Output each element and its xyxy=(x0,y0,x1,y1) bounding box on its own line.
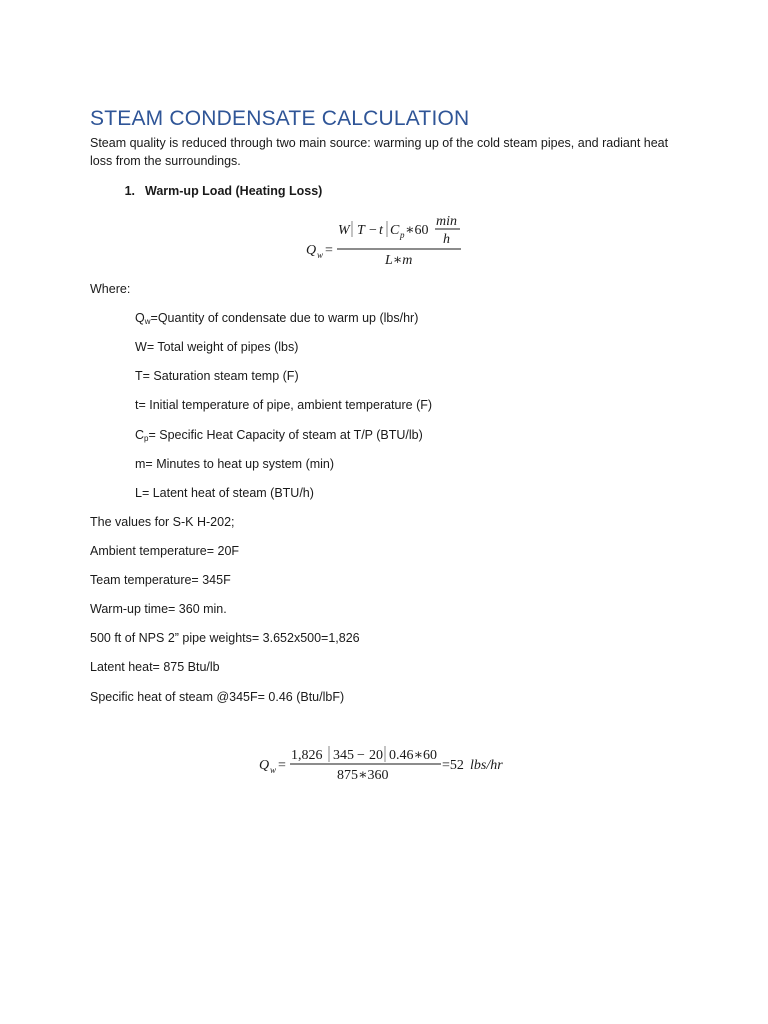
definition-text: = Total weight of pipes (lbs) xyxy=(146,340,299,354)
definition-text: = Initial temperature of pipe, ambient temperature (F) xyxy=(138,398,433,412)
definition-t xyxy=(135,396,432,414)
formula-denominator: L∗m xyxy=(385,253,413,268)
value-warm-up-time: Warm-up time= 360 min. xyxy=(90,602,227,616)
formula-denominator: 875∗360 xyxy=(337,768,389,783)
formula-unit-den: h xyxy=(443,232,450,247)
definition-symbol: W xyxy=(135,340,147,354)
definition-qw xyxy=(135,309,418,331)
definition-symbol: L xyxy=(135,486,142,500)
document-title: STEAM CONDENSATE CALCULATION xyxy=(90,107,470,130)
formula-lhs: Q xyxy=(259,758,270,773)
formula-num-c: 20 xyxy=(369,748,383,763)
definition-symbol: C xyxy=(135,428,145,442)
formula-num-C: C xyxy=(390,223,400,238)
definition-T xyxy=(135,367,299,385)
formula-num-b: 345 xyxy=(333,748,354,763)
definition-w xyxy=(135,338,298,356)
formula-num-T: T xyxy=(357,223,365,238)
definition-symbol-sub: w xyxy=(144,317,151,326)
definition-text: = Saturation steam temp (F) xyxy=(142,369,299,383)
formula-num-minus: − xyxy=(369,223,377,238)
formula-unit-num: min xyxy=(436,214,457,229)
definition-symbol-sub: p xyxy=(144,434,149,443)
definition-text: = Specific Heat Capacity of steam at T/P (BTU/lb) xyxy=(148,428,423,442)
warm-up-load-formula xyxy=(300,208,470,270)
value-specific-heat: Specific heat of steam @345F= 0.46 (Btu/lbF) xyxy=(90,690,345,704)
values-heading: The values for S-K H-202; xyxy=(90,515,235,529)
formula-lhs-sub: w xyxy=(270,765,277,775)
formula-num-C-sub: p xyxy=(400,230,405,240)
definition-text: =Quantity of condensate due to warm up (lbs/hr) xyxy=(150,311,419,325)
section-label: Warm-up Load (Heating Loss) xyxy=(145,184,323,198)
value-steam-temperature: Team temperature= 345F xyxy=(90,573,231,587)
definition-symbol: t xyxy=(135,398,139,412)
formula-num-minus: − xyxy=(357,748,365,763)
formula-num-d: 0.46∗60 xyxy=(389,748,438,763)
formula-num-rest: ∗60 xyxy=(405,223,429,238)
definition-symbol: Q xyxy=(135,311,145,325)
definition-m xyxy=(135,455,334,473)
definition-cp xyxy=(135,426,423,448)
where-label: Where: xyxy=(90,282,131,296)
calculation-formula xyxy=(255,740,520,786)
formula-result-unit: lbs/hr xyxy=(470,758,503,773)
formula-result: =52 xyxy=(442,758,464,773)
section-heading-warm-up-load xyxy=(90,182,322,200)
section-number: 1. xyxy=(124,184,135,198)
formula-equals: = xyxy=(278,758,286,773)
value-pipe-weight: 500 ft of NPS 2” pipe weights= 3.652x500=1,826 xyxy=(90,631,360,645)
value-latent-heat: Latent heat= 875 Btu/lb xyxy=(90,660,220,674)
value-ambient-temperature: Ambient temperature= 20F xyxy=(90,544,240,558)
formula-num-W: W xyxy=(338,223,350,238)
formula-equals: = xyxy=(325,243,333,258)
definition-symbol: m xyxy=(135,457,146,471)
formula-num-t: t xyxy=(379,223,383,238)
definition-text: = Minutes to heat up system (min) xyxy=(145,457,335,471)
definition-text: = Latent heat of steam (BTU/h) xyxy=(141,486,314,500)
formula-num-a: 1,826 xyxy=(291,748,323,763)
definition-L xyxy=(135,484,314,502)
definition-symbol: T xyxy=(135,369,143,383)
intro-paragraph: Steam quality is reduced through two main source: warming up of the cold steam pipes, and radiant heat loss from the surroundings. xyxy=(90,136,669,168)
formula-lhs: Q xyxy=(306,243,317,258)
formula-lhs-sub: w xyxy=(317,250,324,260)
